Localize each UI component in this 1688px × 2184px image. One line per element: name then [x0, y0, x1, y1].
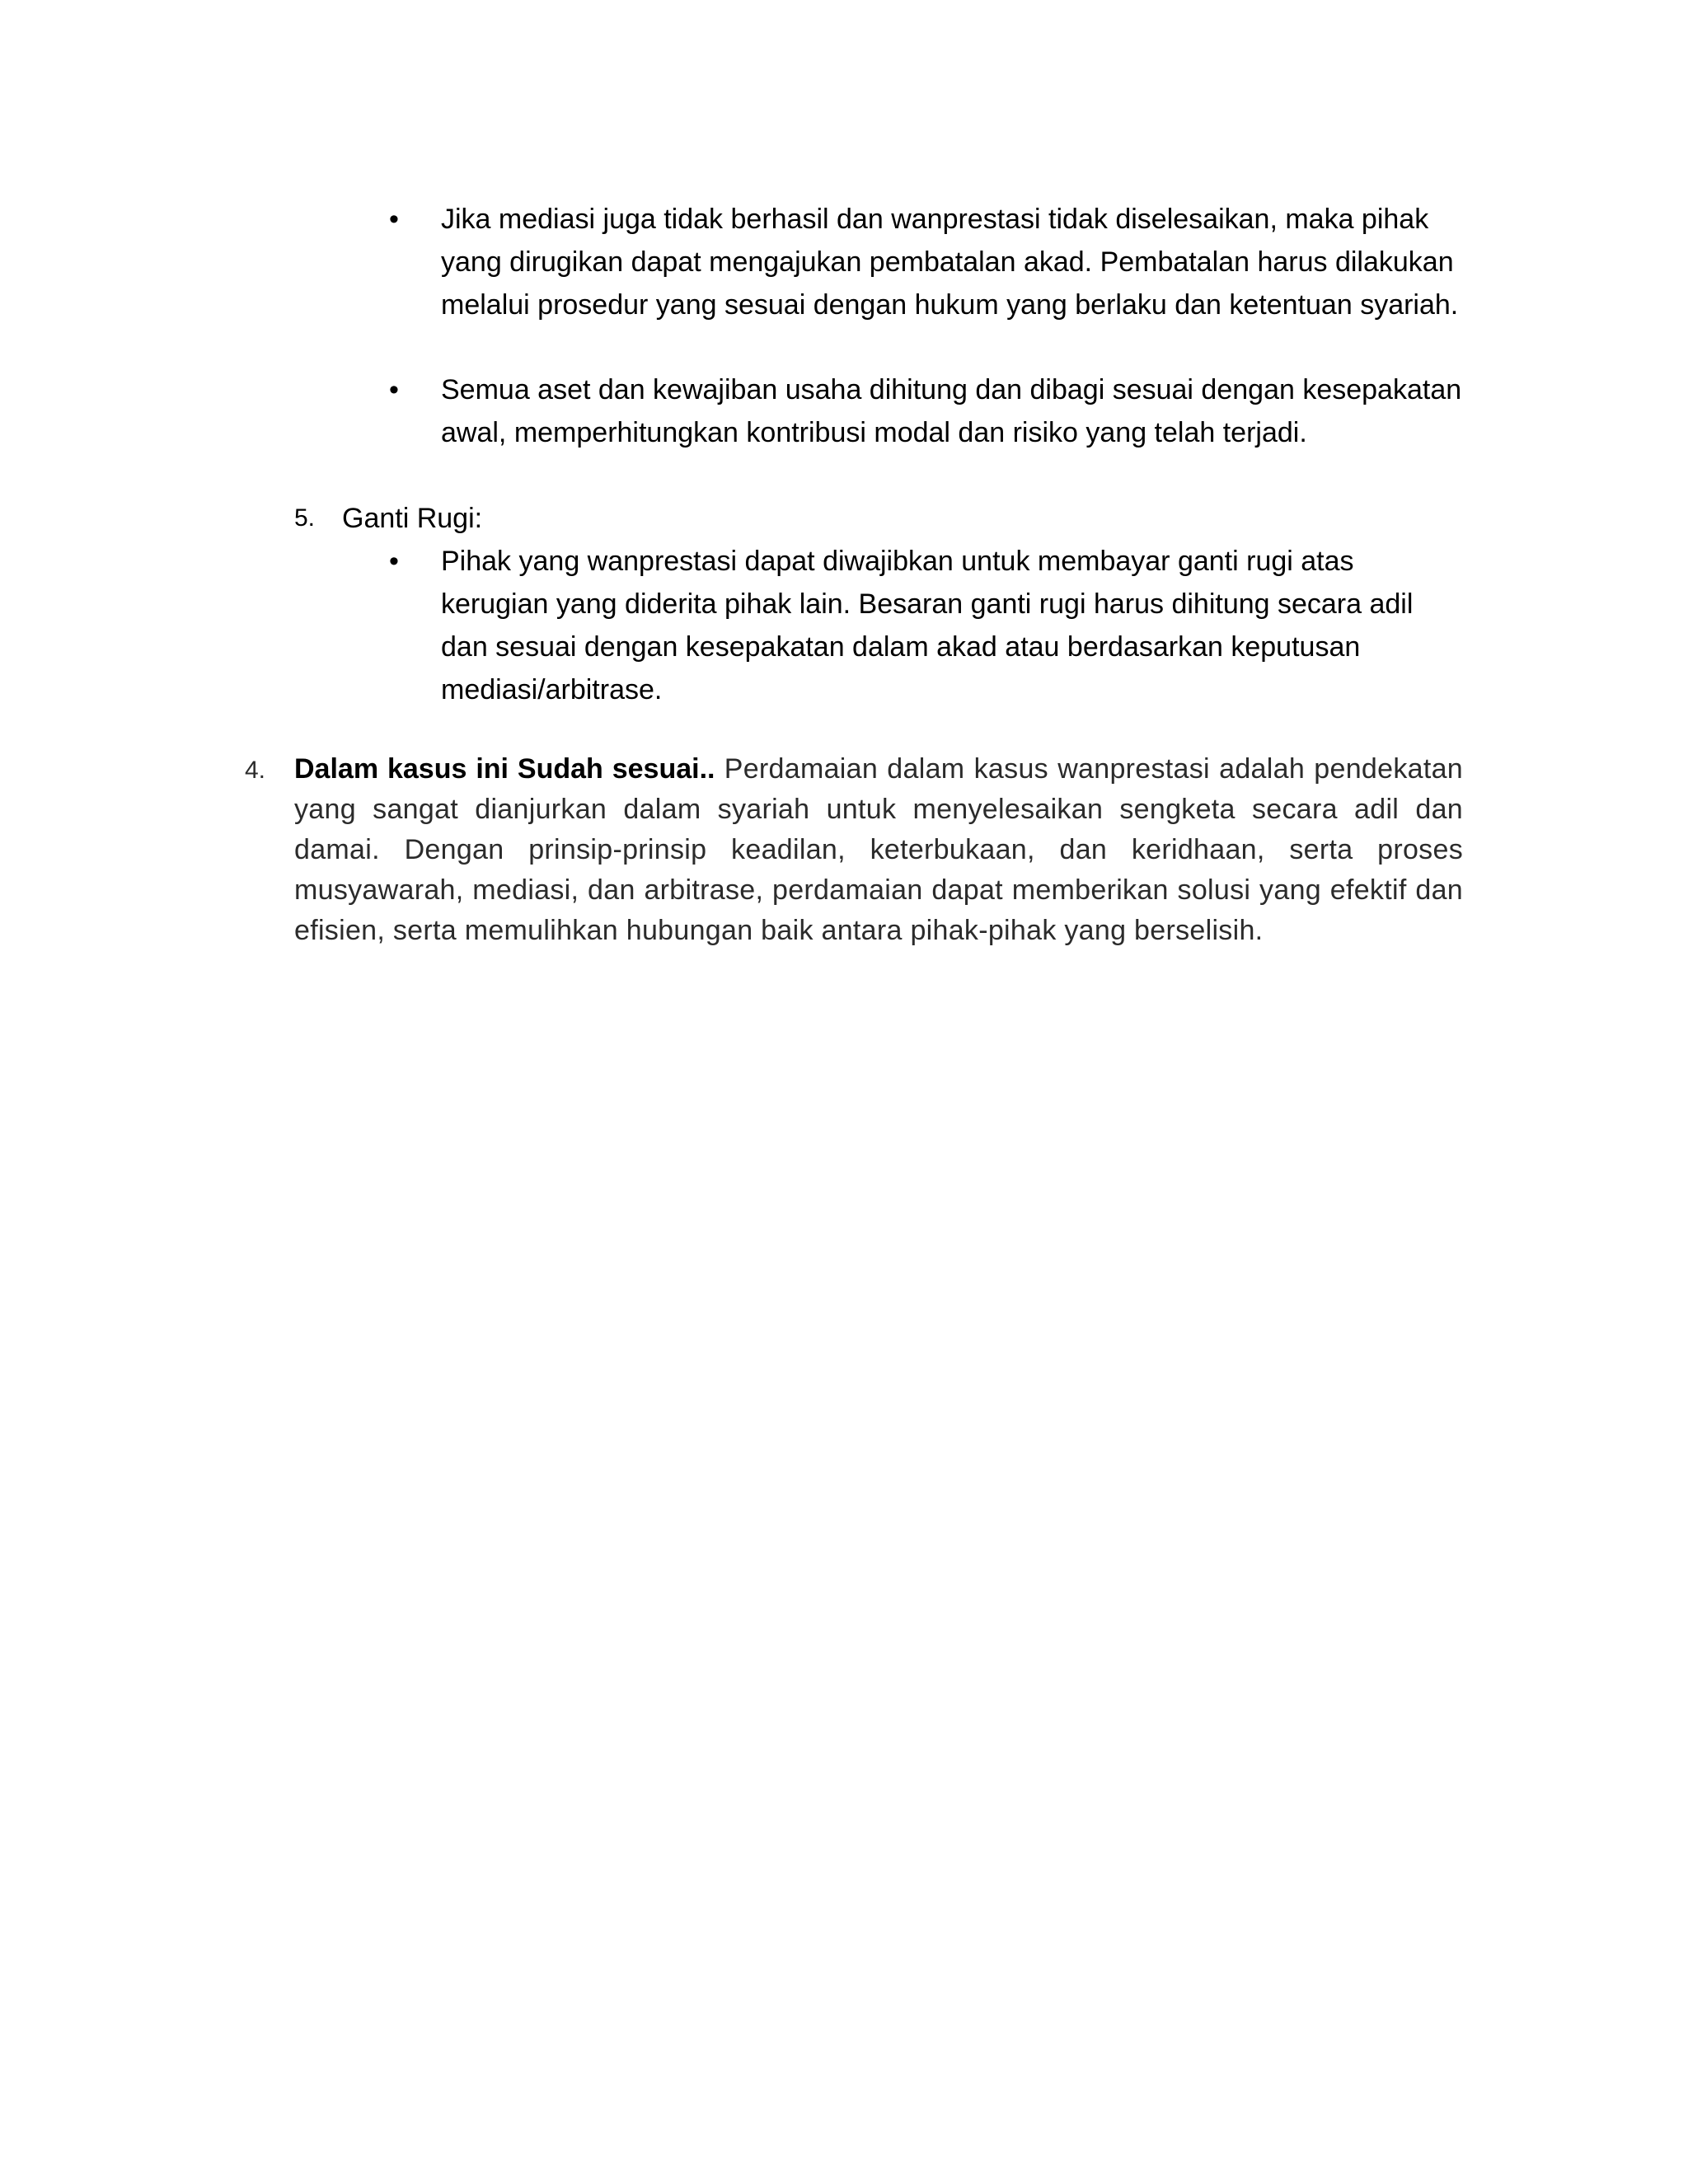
conclusion-body: Perdamaian dalam kasus wanprestasi adalah pendekatan yang sangat dianjurkan dalam syariah untuk menyelesaikan sengketa secara adil dan damai. Dengan prinsip-prinsip keadilan, keterbukaan, dan keridhaan, serta proses musyawarah, mediasi, dan arbitrase, perdamaian dapat memberikan solusi yang efektif dan efisien, serta memulihkan hubungan baik antara pihak-pihak yang berselisih. — [294, 753, 1463, 946]
bullet-item-assets: Semua aset dan kewajiban usaha dihitung dan dibagi sesuai dengan kesepakatan awal, memperhitungkan kontribusi modal dan risiko yang telah terjadi. — [441, 374, 1462, 448]
bullet-marker: • — [389, 374, 399, 405]
list-number-5: 5. — [294, 504, 316, 532]
conclusion-paragraph — [294, 749, 1463, 951]
list-number-4: 4. — [245, 757, 266, 784]
conclusion-lead: Dalam kasus ini Sudah sesuai.. — [294, 753, 715, 785]
bullet-item-annulment: Jika mediasi juga tidak berhasil dan wanprestasi tidak diselesaikan, maka pihak yang dirugikan dapat mengajukan pembatalan akad. Pembatalan harus dilakukan melalui prosedur yang sesuai dengan hukum yang berlaku dan ketentuan syariah. — [441, 204, 1459, 321]
bullet-marker: • — [389, 546, 399, 577]
bullet-item-compensation: Pihak yang wanprestasi dapat diwajibkan untuk membayar ganti rugi atas kerugian yang diderita pihak lain. Besaran ganti rugi harus dihitung secara adil dan sesuai dengan kesepakatan dalam akad atau berdasarkan keputusan mediasi/arbitrase. — [441, 546, 1414, 705]
list-item-ganti-rugi-heading: Ganti Rugi: — [342, 503, 483, 534]
bullet-marker: • — [389, 204, 399, 235]
